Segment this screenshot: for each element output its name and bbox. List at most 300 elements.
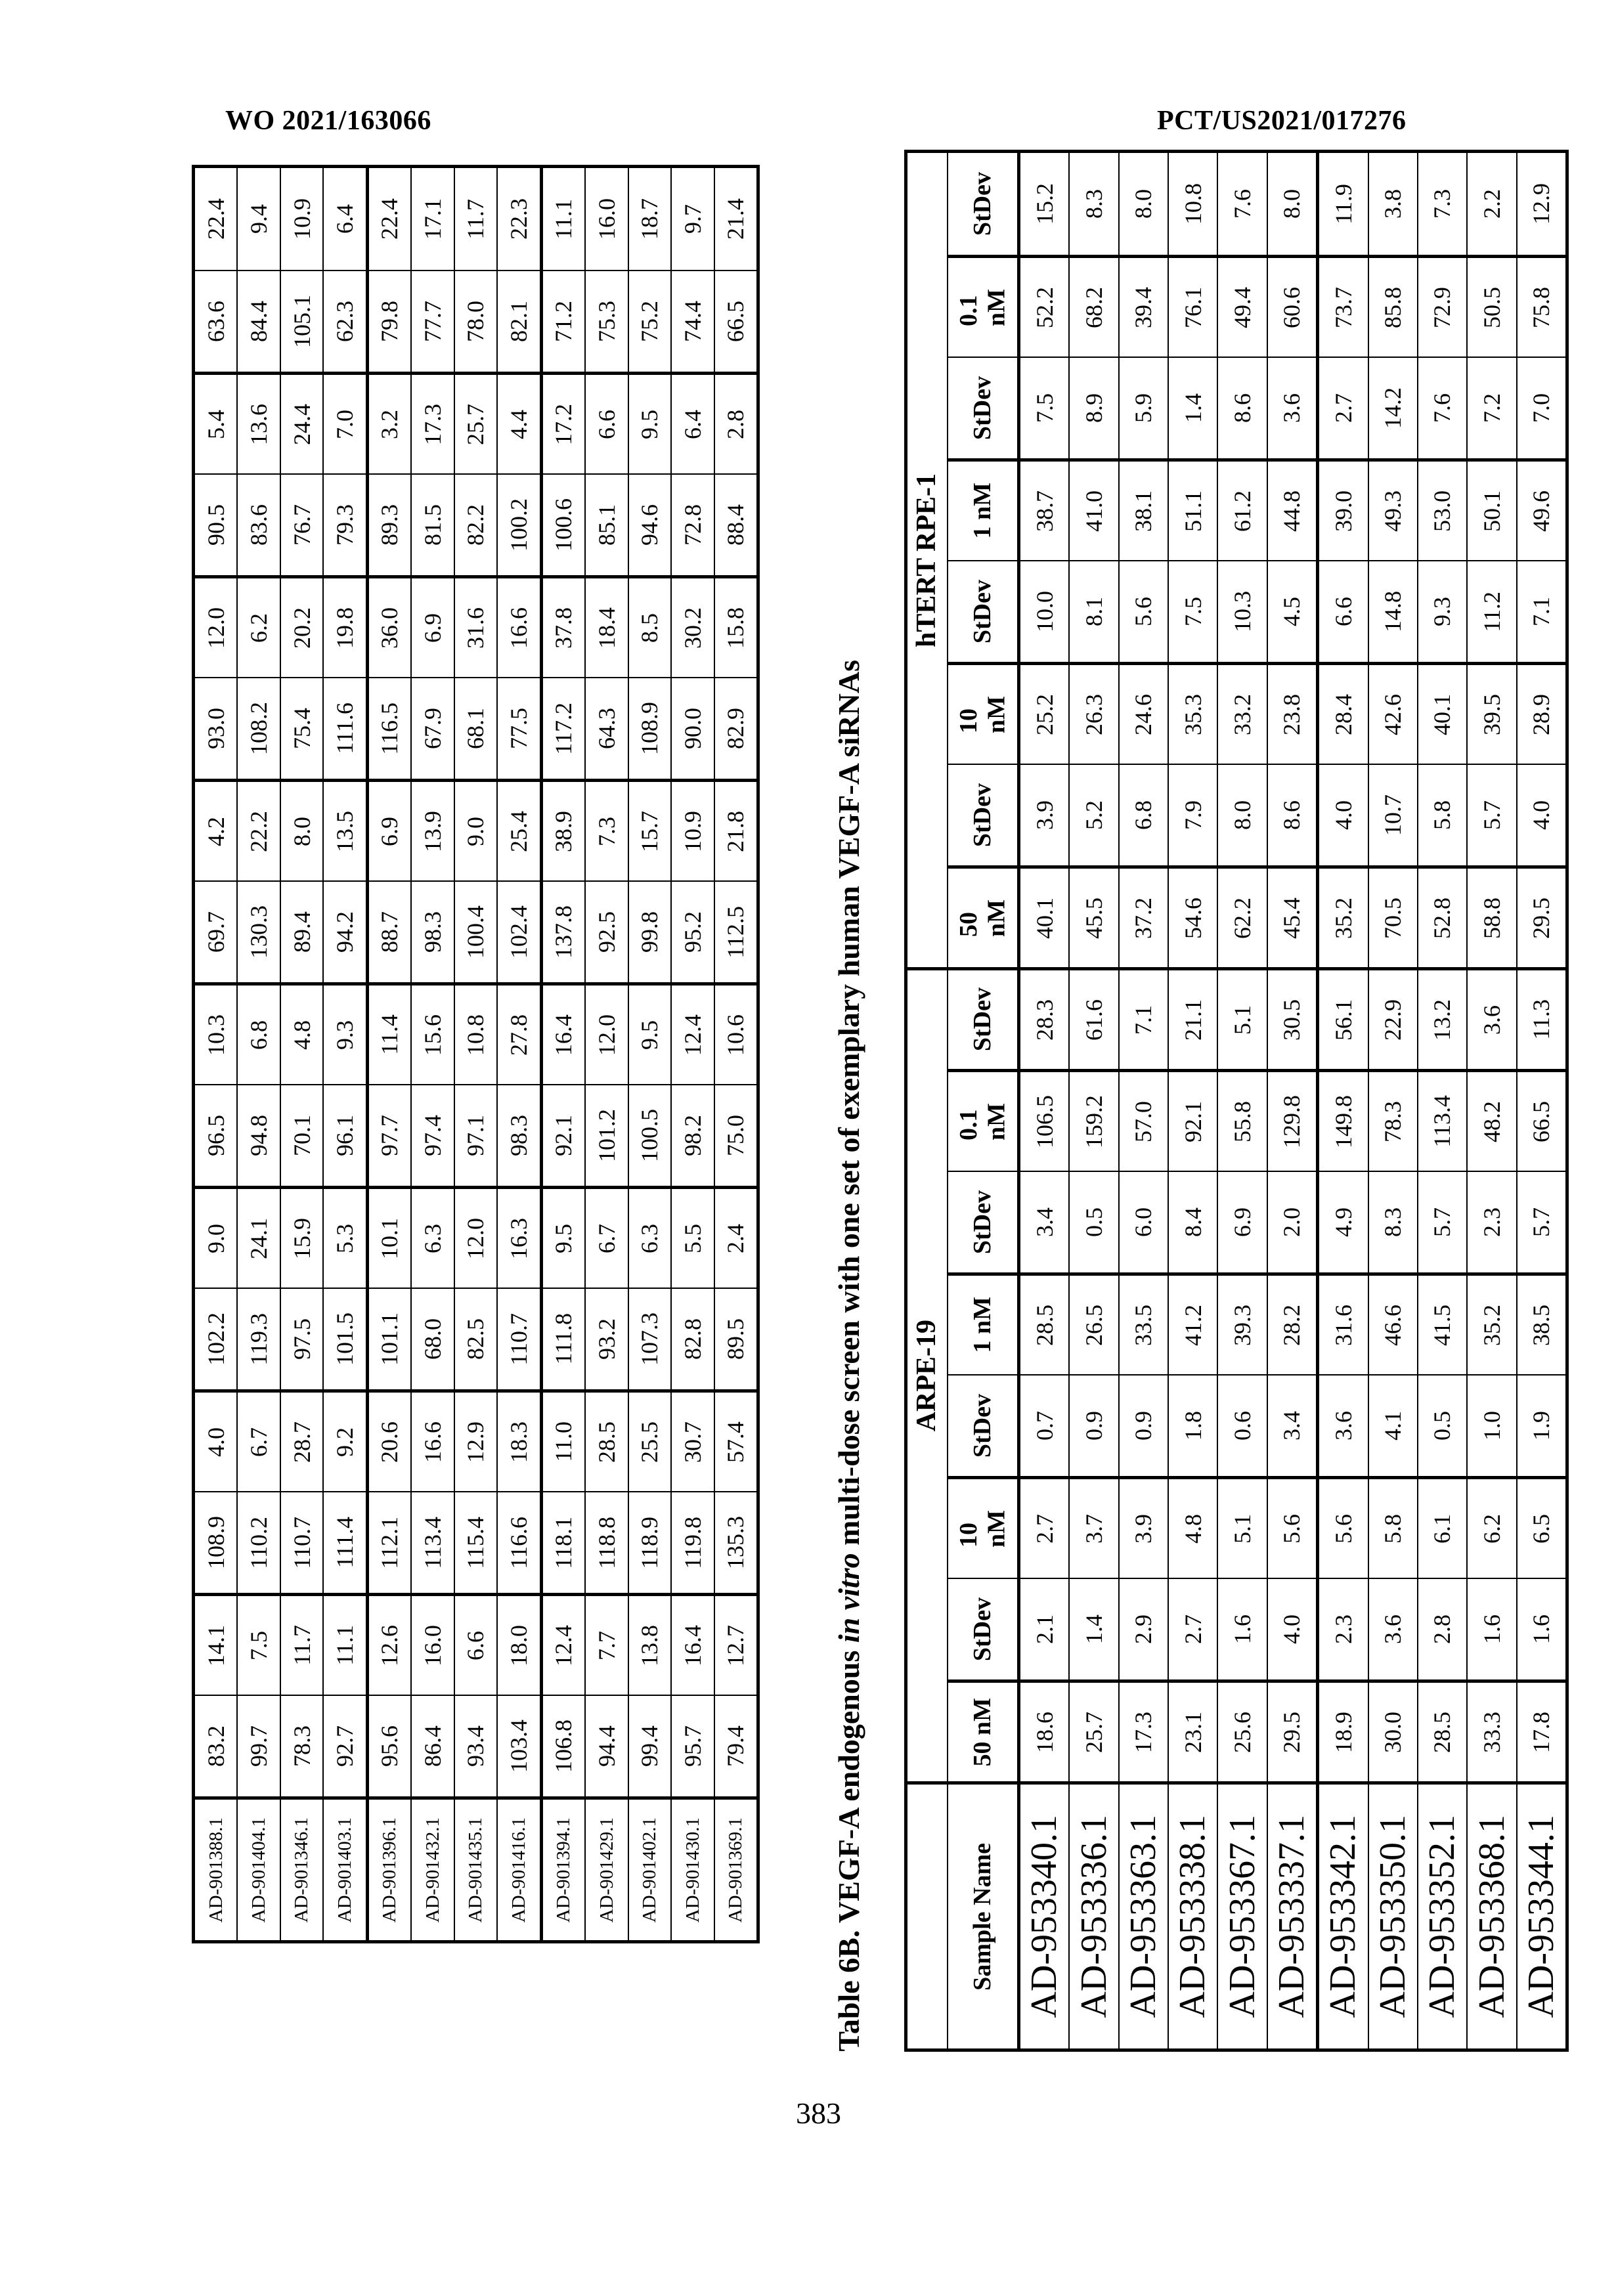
table-cell	[628, 1596, 670, 1695]
cell-value: 6.6	[1330, 597, 1357, 626]
table-cell	[670, 986, 713, 1084]
cell-value: 64.3	[593, 708, 620, 749]
table-cell	[1020, 1375, 1068, 1476]
column-header-label: 0.1 nM	[954, 288, 1011, 326]
table-cell	[236, 1696, 279, 1796]
cell-value: 12.0	[593, 1014, 620, 1056]
table-cell	[280, 782, 322, 880]
cell-value: 112.1	[376, 1516, 403, 1569]
cell-value: 113.4	[419, 1516, 446, 1569]
cell-value: 8.4	[1179, 1207, 1206, 1237]
cell-value: 92.1	[1179, 1100, 1206, 1142]
cell-value: 75.8	[1528, 286, 1555, 328]
column-header-cell	[948, 258, 1020, 357]
sample-name: AD-901394.1	[553, 1817, 575, 1923]
cell-value: 10.0	[1031, 591, 1058, 632]
column-header-cell	[948, 358, 1020, 458]
table-cell	[1417, 1683, 1466, 1781]
cell-value: 101.5	[331, 1312, 358, 1366]
table-cell	[410, 882, 453, 982]
table-cell	[322, 782, 365, 880]
cell-value: 33.5	[1130, 1304, 1157, 1346]
cell-value: 117.2	[550, 702, 577, 755]
table-cell	[454, 578, 496, 677]
table-cell	[1267, 665, 1316, 764]
table-cell	[1516, 970, 1565, 1069]
table-cell	[195, 1696, 236, 1796]
cell-value: 11.0	[550, 1421, 577, 1462]
cell-value: 28.2	[1278, 1304, 1305, 1346]
table-cell	[496, 1492, 539, 1593]
table-cell	[1020, 1276, 1068, 1374]
cell-value: 2.3	[1478, 1207, 1505, 1237]
table-cell	[280, 1085, 322, 1186]
table-cell	[280, 475, 322, 575]
cell-value: 112.5	[722, 905, 749, 959]
cell-value: 22.4	[202, 198, 229, 240]
table-cell	[236, 1085, 279, 1186]
table-cell	[540, 986, 584, 1084]
cell-value: 56.1	[1330, 999, 1357, 1041]
table-cell	[1368, 1683, 1417, 1781]
table-cell	[454, 375, 496, 473]
cell-value: 22.4	[376, 198, 403, 240]
sample-name-cell	[1466, 1785, 1516, 2048]
cell-value: 21.1	[1179, 999, 1206, 1041]
cell-value: 5.9	[1130, 393, 1157, 423]
cell-value: 35.2	[1330, 897, 1357, 939]
table-cell	[280, 1696, 322, 1796]
cell-value: 6.5	[1528, 1513, 1555, 1544]
table-cell	[1516, 1276, 1565, 1374]
cell-value: 61.6	[1080, 999, 1107, 1041]
table-cell	[1267, 1072, 1316, 1171]
cell-value: 89.3	[376, 504, 403, 546]
table-cell	[1068, 358, 1118, 458]
cell-value: 6.7	[593, 1223, 620, 1253]
column-header-cell	[948, 765, 1020, 865]
cell-value: 63.6	[202, 301, 229, 342]
table-cell	[1368, 1579, 1417, 1679]
table-cell	[195, 1492, 236, 1593]
column-header-cell	[948, 1375, 1020, 1476]
sample-name: AD-901430.1	[682, 1817, 703, 1923]
cell-value: 7.7	[593, 1630, 620, 1660]
cell-value: 106.8	[550, 1720, 577, 1773]
cell-value: 30.0	[1380, 1711, 1407, 1753]
table-cell	[410, 782, 453, 880]
cell-value: 31.6	[1330, 1304, 1357, 1346]
cell-value: 58.8	[1478, 897, 1505, 939]
sample-name-cell	[1316, 1785, 1367, 2048]
cell-value: 130.3	[246, 905, 273, 959]
table-cell	[195, 1085, 236, 1186]
cell-value: 5.3	[331, 1223, 358, 1253]
table-cell	[628, 782, 670, 880]
table-row	[195, 1593, 756, 1695]
cell-value: 4.0	[1330, 800, 1357, 830]
cell-value: 28.4	[1330, 693, 1357, 735]
table-cell	[714, 1696, 756, 1796]
table-cell	[1118, 1072, 1168, 1171]
cell-value: 107.3	[636, 1312, 663, 1366]
cell-value: 8.5	[636, 613, 663, 643]
cell-value: 50.5	[1478, 286, 1505, 328]
table-cell	[1516, 258, 1565, 357]
table-cell	[1316, 1172, 1367, 1272]
table-cell	[496, 578, 539, 677]
cell-value: 1.8	[1179, 1411, 1206, 1440]
table-cell	[1368, 970, 1417, 1069]
cell-value: 28.9	[1528, 693, 1555, 735]
table-cell	[1168, 153, 1217, 255]
table-cell	[1020, 869, 1068, 967]
cell-value: 75.2	[636, 301, 663, 342]
cell-value: 96.1	[331, 1115, 358, 1156]
corner-cell	[907, 1781, 947, 2048]
table-cell	[410, 1596, 453, 1695]
cell-value: 2.4	[722, 1223, 749, 1253]
cell-value: 82.8	[679, 1318, 706, 1360]
table-cell	[540, 271, 584, 372]
sample-name: AD-953352.1	[1422, 1815, 1463, 2018]
cell-value: 5.8	[1429, 800, 1456, 830]
cell-value: 20.2	[288, 607, 315, 649]
table-cell	[1168, 869, 1217, 967]
table-cell	[496, 271, 539, 372]
table-cell	[584, 475, 627, 575]
table-cell	[1516, 1375, 1565, 1476]
table-cell	[236, 271, 279, 372]
cell-value: 108.2	[246, 702, 273, 755]
caption-part1: Table 6B. VEGF-A endogenous	[832, 1643, 866, 2052]
table-cell	[540, 1696, 584, 1796]
table-cell	[1516, 1479, 1565, 1578]
table-cell	[628, 475, 670, 575]
table-cell	[1316, 665, 1367, 764]
cell-value: 49.6	[1528, 490, 1555, 532]
cell-value: 6.8	[1130, 800, 1157, 830]
cell-value: 13.8	[636, 1624, 663, 1666]
cell-value: 82.9	[722, 708, 749, 749]
table-cell	[1267, 1579, 1316, 1679]
sample-name: AD-901429.1	[596, 1817, 617, 1923]
sample-name: AD-901369.1	[725, 1817, 747, 1923]
cell-value: 102.4	[505, 905, 532, 959]
cell-value: 82.1	[505, 301, 532, 342]
cell-value: 13.6	[246, 403, 273, 445]
cell-value: 54.6	[1179, 897, 1206, 939]
table-cell	[1118, 258, 1168, 357]
cell-value: 83.2	[202, 1725, 229, 1767]
table-cell	[280, 678, 322, 779]
table-cell	[1466, 869, 1516, 967]
cell-value: 99.8	[636, 911, 663, 953]
column-header-cell	[948, 970, 1020, 1069]
table-cell	[1217, 462, 1266, 560]
table-cell	[628, 986, 670, 1084]
cell-value: 4.8	[288, 1020, 315, 1050]
table-cell	[1068, 1276, 1118, 1374]
cell-value: 7.3	[1429, 189, 1456, 219]
cell-value: 105.1	[288, 295, 315, 348]
cell-value: 23.1	[1179, 1711, 1206, 1753]
table-cell	[236, 882, 279, 982]
cell-value: 119.3	[246, 1312, 273, 1366]
sample-name: AD-901396.1	[379, 1817, 401, 1923]
table-cell	[1118, 1276, 1168, 1374]
table-cell	[454, 475, 496, 575]
sample-name: AD-901416.1	[508, 1817, 529, 1923]
cell-value: 9.3	[1429, 597, 1456, 626]
table-cell	[236, 375, 279, 473]
table-cell	[670, 1289, 713, 1389]
table-cell	[322, 168, 365, 270]
sample-name-cell	[496, 1800, 539, 1940]
cell-value: 36.0	[376, 607, 403, 649]
table-cell	[1168, 1276, 1217, 1374]
table-row-sample-names	[948, 1781, 1565, 2048]
cell-value: 66.5	[722, 301, 749, 342]
cell-value: 31.6	[462, 607, 489, 649]
sample-name-cell	[714, 1800, 756, 1940]
table-cell	[714, 1393, 756, 1491]
table-cell	[366, 578, 410, 677]
table-row	[948, 560, 1565, 662]
table-cell	[410, 678, 453, 779]
column-header-cell	[948, 462, 1020, 560]
cell-value: 6.2	[246, 613, 273, 643]
table-cell	[1466, 258, 1516, 357]
table-cell	[454, 1492, 496, 1593]
table-cell	[322, 882, 365, 982]
cell-value: 1.4	[1080, 1614, 1107, 1644]
cell-value: 68.0	[419, 1318, 446, 1360]
table-cell	[1020, 561, 1068, 662]
cell-value: 17.3	[1130, 1711, 1157, 1753]
table-cell	[1118, 1579, 1168, 1679]
table-cell	[366, 986, 410, 1084]
cell-value: 1.6	[1229, 1614, 1256, 1644]
table-row	[948, 764, 1565, 865]
sample-name: AD-901403.1	[334, 1817, 355, 1923]
cell-value: 39.0	[1330, 490, 1357, 532]
cell-value: 6.6	[593, 409, 620, 439]
cell-value: 67.9	[419, 708, 446, 749]
table-cell	[496, 986, 539, 1084]
table-cell	[454, 1189, 496, 1288]
sample-name: AD-953368.1	[1471, 1815, 1512, 2018]
cell-value: 35.2	[1478, 1304, 1505, 1346]
cell-value: 96.5	[202, 1115, 229, 1156]
table-cell	[1466, 765, 1516, 865]
table-cell	[236, 1289, 279, 1389]
table-cell	[1368, 258, 1417, 357]
table-cell	[1516, 462, 1565, 560]
cell-value: 111.6	[331, 703, 358, 754]
sample-name-cell	[628, 1800, 670, 1940]
cell-value: 2.7	[1179, 1614, 1206, 1644]
table-row	[948, 357, 1565, 458]
caption-in-vitro-italic: in vitro	[832, 1553, 866, 1643]
cell-value: 3.9	[1130, 1513, 1157, 1544]
table-cell	[1267, 1479, 1316, 1578]
application-number: PCT/US2021/017276	[1157, 106, 1407, 136]
table-cell	[540, 475, 584, 575]
table-cell	[1267, 765, 1316, 865]
cell-value: 81.5	[419, 504, 446, 546]
cell-value: 16.6	[505, 607, 532, 649]
table-cell	[1068, 1072, 1118, 1171]
cell-value: 102.2	[202, 1312, 229, 1366]
cell-value: 15.9	[288, 1217, 315, 1259]
table-cell	[628, 578, 670, 677]
cell-value: 25.5	[636, 1421, 663, 1463]
cell-value: 13.9	[419, 810, 446, 852]
table-cell	[584, 1596, 627, 1695]
table-cell	[1466, 153, 1516, 255]
table-cell	[496, 882, 539, 982]
publication-number: WO 2021/163066	[225, 106, 431, 136]
cell-value: 82.2	[462, 504, 489, 546]
cell-value: 10.1	[376, 1217, 403, 1259]
table-cell	[1168, 258, 1217, 357]
cell-value: 26.3	[1080, 693, 1107, 735]
table-cell	[628, 375, 670, 473]
table-cell	[670, 271, 713, 372]
cell-value: 14.2	[1380, 387, 1407, 429]
cell-value: 76.7	[288, 504, 315, 546]
cell-value: 8.6	[1229, 393, 1256, 423]
column-header-cell	[948, 1683, 1020, 1781]
cell-value: 4.8	[1179, 1513, 1206, 1544]
cell-value: 12.9	[1528, 183, 1555, 225]
table-cell	[410, 1696, 453, 1796]
table-cell	[410, 578, 453, 677]
table-cell	[1516, 765, 1565, 865]
table-cell	[1316, 1375, 1367, 1476]
cell-value: 50.1	[1478, 490, 1505, 532]
table-cell	[280, 578, 322, 677]
cell-value: 10.9	[679, 810, 706, 852]
table-cell	[1368, 462, 1417, 560]
table-cell	[1020, 462, 1068, 560]
cell-value: 11.7	[288, 1625, 315, 1666]
cell-value: 6.3	[636, 1223, 663, 1253]
table-cell	[714, 168, 756, 270]
table-cell	[1217, 970, 1266, 1069]
table-cell	[714, 986, 756, 1084]
cell-value: 7.0	[331, 409, 358, 439]
cell-value: 0.5	[1429, 1411, 1456, 1440]
table-cell	[584, 1696, 627, 1796]
cell-value: 12.4	[679, 1014, 706, 1056]
cell-value: 75.4	[288, 708, 315, 749]
cell-value: 8.0	[288, 816, 315, 846]
cell-value: 93.0	[202, 708, 229, 749]
cell-value: 99.4	[636, 1725, 663, 1767]
table-cell	[1368, 869, 1417, 967]
sample-name-cell	[1516, 1785, 1565, 2048]
table-cell	[366, 678, 410, 779]
cell-value: 24.4	[288, 403, 315, 445]
cell-value: 129.8	[1278, 1094, 1305, 1148]
table-cell	[410, 168, 453, 270]
cell-value: 92.7	[331, 1725, 358, 1767]
column-header-label: StDev	[969, 376, 997, 441]
table-cell	[1417, 1375, 1466, 1476]
table-cell	[410, 1085, 453, 1186]
cell-value: 3.6	[1380, 1614, 1407, 1644]
cell-value: 28.5	[593, 1421, 620, 1463]
cell-value: 6.9	[1229, 1207, 1256, 1237]
cell-value: 100.2	[505, 498, 532, 552]
table-row	[948, 1476, 1565, 1578]
cell-value: 110.7	[505, 1312, 532, 1366]
cell-value: 119.8	[679, 1516, 706, 1569]
table-cell	[1217, 1579, 1266, 1679]
table-cell	[1466, 462, 1516, 560]
cell-value: 24.6	[1130, 693, 1157, 735]
table-cell	[366, 1393, 410, 1491]
table-cell	[280, 1596, 322, 1695]
cell-value: 7.9	[1179, 800, 1206, 830]
table-cell	[584, 271, 627, 372]
table-cell	[496, 168, 539, 270]
cell-value: 16.0	[419, 1624, 446, 1666]
table-cell	[628, 168, 670, 270]
group-header-label: ARPE-19	[911, 1320, 942, 1432]
cell-value: 19.8	[331, 607, 358, 649]
cell-value: 5.7	[1478, 800, 1505, 830]
cell-value: 30.7	[679, 1421, 706, 1463]
table-cell	[1516, 358, 1565, 458]
cell-value: 18.7	[636, 198, 663, 240]
cell-value: 68.2	[1080, 286, 1107, 328]
cell-value: 38.1	[1130, 490, 1157, 532]
table-row	[195, 1695, 756, 1796]
cell-value: 15.7	[636, 810, 663, 852]
sample-name: AD-953337.1	[1271, 1815, 1313, 2018]
cell-value: 14.8	[1380, 591, 1407, 632]
table-cell	[714, 375, 756, 473]
table-cell	[670, 1492, 713, 1593]
cell-value: 90.0	[679, 708, 706, 749]
table-cell	[1068, 765, 1118, 865]
table-cell	[1417, 1172, 1466, 1272]
column-header-cell	[948, 153, 1020, 255]
caption-part3: multi-dose screen with one set of exemplary human VEGF-A siRNAs	[832, 660, 866, 1553]
table-cell	[410, 986, 453, 1084]
cell-value: 70.1	[288, 1115, 315, 1156]
cell-value: 9.0	[202, 1223, 229, 1253]
table-cell	[1368, 665, 1417, 764]
table-cell	[280, 271, 322, 372]
cell-value: 17.1	[419, 198, 446, 240]
table-cell	[195, 475, 236, 575]
table-cell	[236, 782, 279, 880]
cell-value: 70.5	[1380, 897, 1407, 939]
table-cell	[628, 1492, 670, 1593]
table-cell	[1020, 153, 1068, 255]
table-cell	[1168, 1172, 1217, 1272]
cell-value: 7.5	[1179, 597, 1206, 626]
cell-value: 4.9	[1330, 1207, 1357, 1237]
cell-value: 2.9	[1130, 1614, 1157, 1644]
sample-name: AD-953342.1	[1322, 1815, 1364, 2018]
table-row	[948, 458, 1565, 560]
table-cell	[1267, 1375, 1316, 1476]
